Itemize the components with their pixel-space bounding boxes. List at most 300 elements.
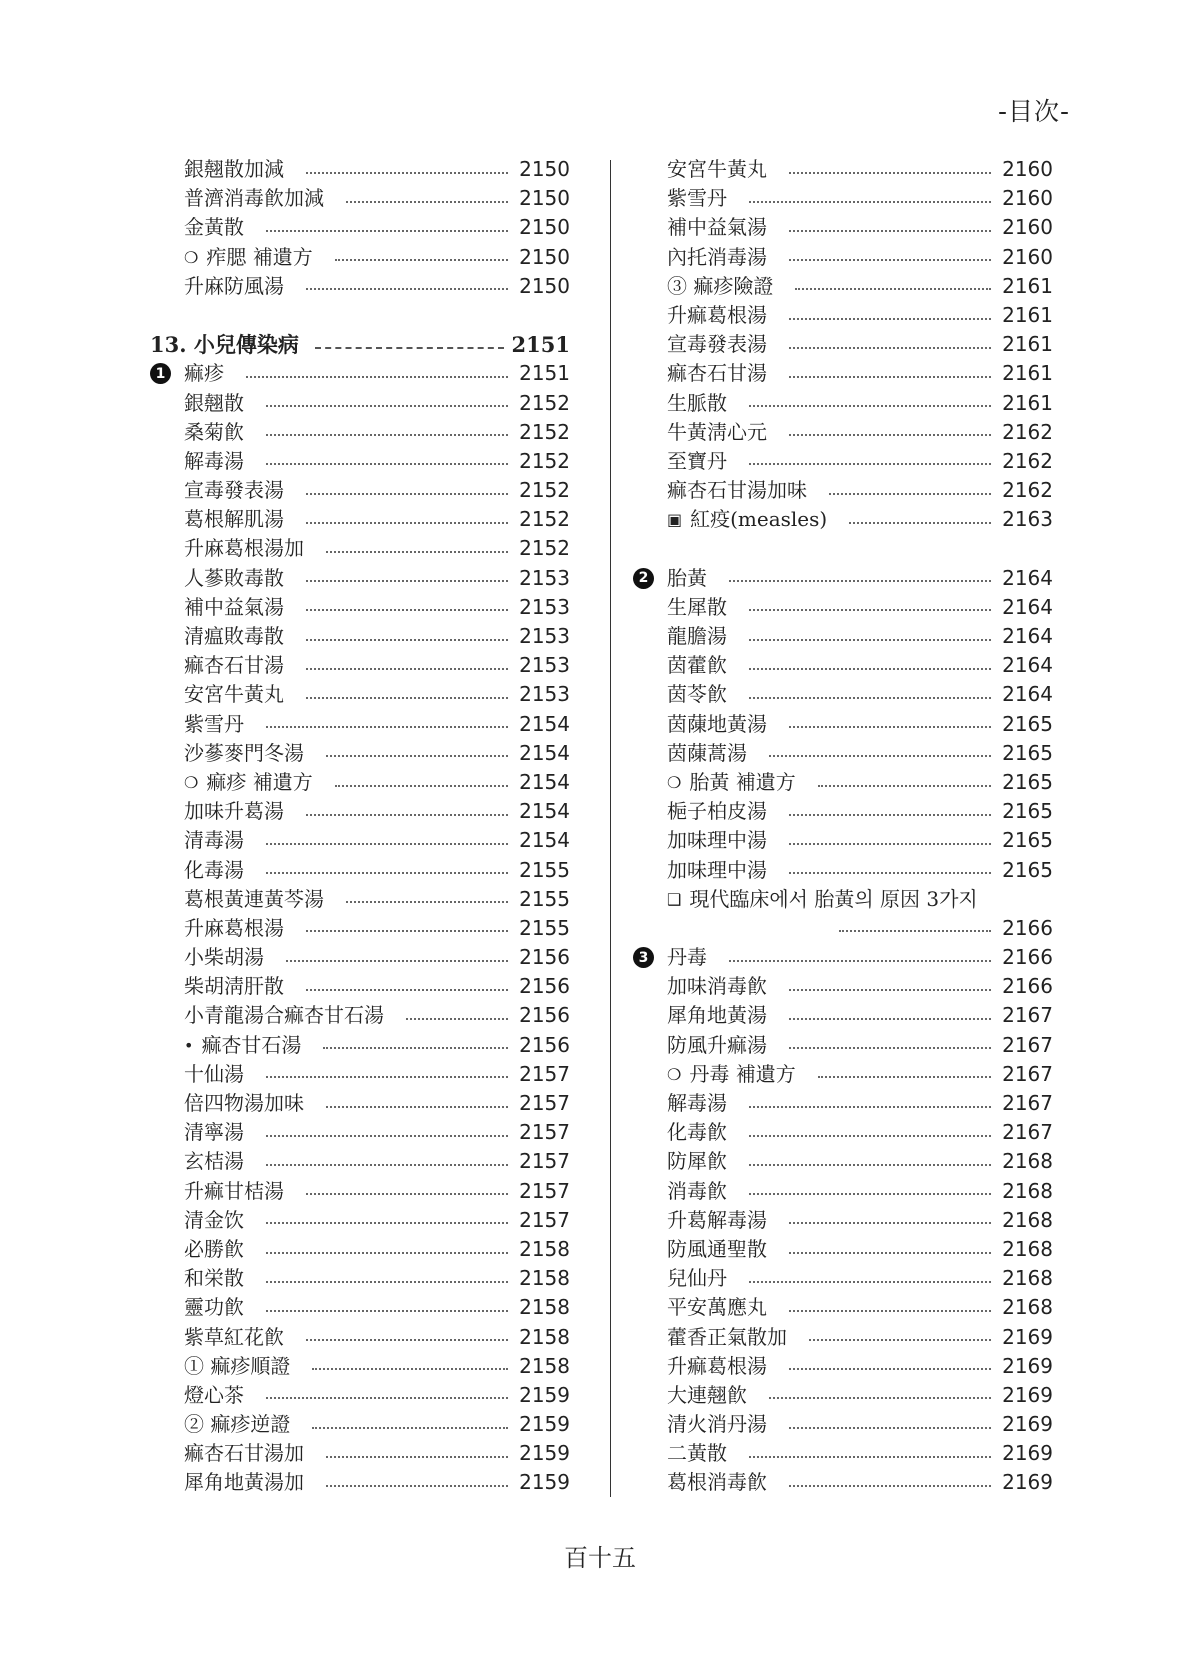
entry-page-number: 2158 <box>519 1266 570 1291</box>
dot-leader <box>829 493 991 495</box>
dot-leader <box>306 639 508 641</box>
entry-title: 紫草紅花飮 <box>184 1324 284 1349</box>
dot-leader <box>335 259 508 261</box>
dot-leader <box>315 347 504 349</box>
entry-page-number: 2168 <box>1002 1236 1053 1261</box>
entry-title: 沙蔘麥門冬湯 <box>184 740 304 765</box>
toc-entry[interactable] <box>633 418 1053 447</box>
toc-entry[interactable] <box>633 797 1053 826</box>
entry-title: 茵蔯蒿湯 <box>667 740 747 765</box>
entry-title: 加味理中湯 <box>667 857 767 882</box>
dot-leader <box>346 901 508 903</box>
entry-page-number: 2152 <box>519 478 570 503</box>
toc-entry[interactable] <box>150 593 570 622</box>
entry-title: 加味理中湯 <box>667 828 767 853</box>
entry-page-number: 2159 <box>519 1382 570 1407</box>
entry-title: 清毒湯 <box>184 828 244 853</box>
entry-page-number: 2160 <box>1002 186 1053 211</box>
entry-page-number: 2162 <box>1002 448 1053 473</box>
entry-page-number: 2160 <box>1002 157 1053 181</box>
toc-entry[interactable] <box>633 184 1053 213</box>
dot-leader <box>266 872 508 874</box>
column-divider <box>610 160 611 1497</box>
entry-page-number: 2165 <box>1002 857 1053 882</box>
entry-page-number: 2163 <box>1002 507 1053 532</box>
dot-leader <box>818 785 991 787</box>
toc-entry[interactable] <box>150 359 570 388</box>
dot-leader <box>789 843 991 845</box>
entry-title: 化毒飮 <box>667 1120 727 1145</box>
toc-entry[interactable] <box>633 885 1053 914</box>
entry-page-number: 2162 <box>1002 419 1053 444</box>
toc-entry[interactable] <box>150 1001 570 1030</box>
toc-entry[interactable] <box>150 768 570 797</box>
entry-page-number: 2166 <box>1002 945 1053 970</box>
section-number-bullet-icon: 3 <box>633 947 654 968</box>
dot-leader <box>749 201 991 203</box>
entry-title: 痲疹 補遺方 <box>206 769 313 794</box>
dot-leader <box>266 230 508 232</box>
toc-entry[interactable] <box>150 476 570 505</box>
dot-leader <box>306 1339 508 1341</box>
toc-entry[interactable] <box>150 505 570 534</box>
entry-title: 痲疹 <box>184 361 224 386</box>
entry-page-number: 2161 <box>1002 332 1053 357</box>
dot-leader <box>306 668 508 670</box>
entry-page-number: 2165 <box>1002 828 1053 853</box>
entry-title: 犀角地黃湯 <box>667 1003 767 1028</box>
toc-entry[interactable] <box>633 768 1053 797</box>
entry-title: 生脈散 <box>667 390 727 415</box>
entry-title: ② 痲疹逆證 <box>184 1412 291 1437</box>
toc-entry[interactable] <box>633 1468 1053 1497</box>
entry-page-number: 2167 <box>1002 1120 1053 1145</box>
entry-title: 痲杏甘石湯 <box>201 1032 302 1057</box>
section-number-bullet-icon: 1 <box>150 363 171 384</box>
toc-entry[interactable] <box>633 301 1053 330</box>
dot-leader <box>789 1427 991 1429</box>
toc-entry[interactable] <box>633 272 1053 301</box>
entry-page-number: 2159 <box>519 1412 570 1437</box>
dot-leader <box>789 1222 991 1224</box>
entry-title: 小青龍湯合痲杏甘石湯 <box>184 1003 384 1028</box>
dot-leader <box>789 259 991 261</box>
entry-title: 牛黃淸心元 <box>667 419 767 444</box>
toc-entry[interactable] <box>633 856 1053 885</box>
entry-title: 補中益氣湯 <box>184 594 284 619</box>
entry-page-number: 2150 <box>519 273 570 298</box>
entry-title: 宣毒發表湯 <box>667 332 767 357</box>
toc-entry[interactable] <box>150 1323 570 1352</box>
toc-entry[interactable] <box>150 1118 570 1147</box>
entry-page-number: 2157 <box>519 1178 570 1203</box>
entry-title: 茵藿飮 <box>667 653 727 678</box>
entry-title: 痲杏石甘湯加味 <box>667 478 807 503</box>
entry-page-number: 2169 <box>1002 1324 1053 1349</box>
dot-leader <box>789 434 991 436</box>
dot-leader <box>326 1485 508 1487</box>
dot-leader <box>789 1368 991 1370</box>
dot-leader <box>335 785 508 787</box>
dot-leader <box>286 960 508 962</box>
entry-title: 和栄散 <box>184 1266 244 1291</box>
dot-leader <box>749 1164 991 1166</box>
entry-lead <box>633 947 667 968</box>
entry-title: 清瘟敗毒散 <box>184 624 284 648</box>
entry-title: 升麻葛根湯加 <box>184 536 304 561</box>
dot-leader <box>749 609 991 611</box>
dot-leader <box>795 288 991 290</box>
toc-entry[interactable] <box>150 622 570 651</box>
dot-leader <box>406 1018 508 1020</box>
dot-leader <box>789 172 991 174</box>
entry-page-number: 2153 <box>519 594 570 619</box>
toc-entry[interactable] <box>150 1060 570 1089</box>
toc-entry[interactable] <box>150 564 570 593</box>
entry-page-number: 2165 <box>1002 740 1053 765</box>
toc-entry[interactable] <box>150 1206 570 1235</box>
toc-entry[interactable] <box>633 1381 1053 1410</box>
toc-entry[interactable] <box>150 243 570 272</box>
entry-title: 升痲甘桔湯 <box>184 1178 284 1203</box>
dot-leader <box>266 1135 508 1137</box>
entry-title: 兒仙丹 <box>667 1266 727 1291</box>
dot-leader <box>789 726 991 728</box>
toc-entry[interactable] <box>633 447 1053 476</box>
entry-page-number: 2150 <box>519 186 570 211</box>
entry-page-number: 2154 <box>519 799 570 824</box>
dot-leader <box>306 930 508 932</box>
toc-entry[interactable] <box>633 155 1053 184</box>
toc-entry[interactable] <box>633 1031 1053 1060</box>
entry-page-number: 2169 <box>1002 1441 1053 1466</box>
toc-entry[interactable] <box>150 826 570 855</box>
entry-marker-icon: ❑ <box>667 889 682 909</box>
dot-leader <box>326 551 508 553</box>
toc-entry[interactable] <box>150 885 570 914</box>
entry-page-number: 2168 <box>1002 1178 1053 1203</box>
entry-page-number: 2161 <box>1002 273 1053 298</box>
dot-leader <box>306 814 508 816</box>
toc-entry[interactable] <box>150 1439 570 1468</box>
entry-page-number: 2156 <box>519 1003 570 1028</box>
toc-entry[interactable] <box>633 1089 1053 1118</box>
toc-entry[interactable] <box>633 826 1053 855</box>
entry-page-number: 2152 <box>519 419 570 444</box>
toc-entry[interactable] <box>150 1177 570 1206</box>
dot-leader <box>306 989 508 991</box>
entry-title: 普濟消毒飮加減 <box>184 186 324 211</box>
toc-entry[interactable] <box>150 1410 570 1439</box>
entry-page-number: 2150 <box>519 244 570 269</box>
toc-entry[interactable] <box>150 1235 570 1264</box>
toc-entry[interactable] <box>633 359 1053 388</box>
dot-leader <box>246 376 508 378</box>
toc-left-column <box>150 155 570 1498</box>
entry-page-number: 2167 <box>1002 1091 1053 1115</box>
dot-leader <box>306 288 508 290</box>
dot-leader <box>266 726 508 728</box>
entry-page-number: 2150 <box>519 215 570 240</box>
toc-entry[interactable] <box>633 1177 1053 1206</box>
dot-leader <box>306 1193 508 1195</box>
toc-entry[interactable] <box>150 651 570 680</box>
dot-leader <box>749 463 991 465</box>
toc-entry[interactable] <box>633 564 1053 593</box>
entry-page-number: 2155 <box>519 886 570 911</box>
toc-entry[interactable] <box>150 184 570 213</box>
entry-title: 安宮牛黃丸 <box>667 157 767 181</box>
toc-entry[interactable] <box>150 1264 570 1293</box>
entry-page-number: 2168 <box>1002 1295 1053 1320</box>
toc-entry[interactable] <box>150 943 570 972</box>
toc-entry[interactable] <box>633 476 1053 505</box>
entry-title: 胎黃 補遺方 <box>689 769 796 794</box>
entry-page-number: 2157 <box>519 1149 570 1174</box>
entry-page-number: 2153 <box>519 682 570 707</box>
entry-title: 痲杏石甘湯 <box>667 361 767 386</box>
chapter-heading[interactable] <box>150 330 570 359</box>
entry-page-number: 2152 <box>519 390 570 415</box>
dot-leader <box>266 1076 508 1078</box>
dot-leader <box>789 814 991 816</box>
entry-title: 小柴胡湯 <box>184 945 264 970</box>
toc-entry[interactable] <box>633 651 1053 680</box>
dot-leader <box>789 989 991 991</box>
toc-entry[interactable] <box>633 1001 1053 1030</box>
entry-page-number: 2159 <box>519 1470 570 1495</box>
toc-entry[interactable] <box>150 797 570 826</box>
entry-title: 柴胡淸肝散 <box>184 974 284 999</box>
entry-title: 梔子柏皮湯 <box>667 799 767 824</box>
toc-entry[interactable] <box>633 1147 1053 1176</box>
entry-marker-icon: • <box>184 1035 194 1055</box>
dot-leader <box>306 522 508 524</box>
dot-leader <box>266 463 508 465</box>
toc-entry[interactable] <box>633 1118 1053 1147</box>
toc-entry[interactable] <box>150 739 570 768</box>
toc-entry[interactable] <box>150 972 570 1001</box>
toc-entry[interactable] <box>150 213 570 242</box>
entry-page-number: 2165 <box>1002 711 1053 736</box>
entry-title: 升痲葛根湯 <box>667 1353 767 1378</box>
entry-page-number: 2160 <box>1002 215 1053 240</box>
entry-page-number: 2157 <box>519 1091 570 1115</box>
toc-entry[interactable] <box>150 418 570 447</box>
entry-title: 人蔘敗毒散 <box>184 565 284 590</box>
entry-title: 生犀散 <box>667 594 727 619</box>
toc-entry[interactable] <box>633 243 1053 272</box>
entry-page-number: 2158 <box>519 1236 570 1261</box>
dot-leader <box>789 1047 991 1049</box>
entry-page-number: 2164 <box>1002 594 1053 619</box>
dot-leader <box>789 376 991 378</box>
page-number: 百十五 <box>564 1544 636 1572</box>
entry-page-number: 2156 <box>519 974 570 999</box>
entry-title: 內托消毒湯 <box>667 244 767 269</box>
entry-page-number: 2156 <box>519 1032 570 1057</box>
toc-entry[interactable] <box>633 213 1053 242</box>
dot-leader <box>769 1397 991 1399</box>
toc-entry[interactable] <box>633 330 1053 359</box>
entry-page-number: 2167 <box>1002 1003 1053 1028</box>
entry-page-number: 2161 <box>1002 302 1053 327</box>
entry-marker-icon: ❍ <box>667 772 682 792</box>
entry-title: 平安萬應丸 <box>667 1295 767 1320</box>
toc-entry[interactable] <box>633 739 1053 768</box>
toc-entry[interactable] <box>150 534 570 563</box>
toc-entry[interactable] <box>633 622 1053 651</box>
toc-entry[interactable] <box>633 1060 1053 1089</box>
entry-page-number: 2154 <box>519 769 570 794</box>
toc-entry[interactable] <box>633 943 1053 972</box>
toc-entry[interactable] <box>633 1264 1053 1293</box>
dot-leader <box>312 1427 508 1429</box>
toc-entry[interactable] <box>633 1206 1053 1235</box>
entry-title: 玄桔湯 <box>184 1149 244 1174</box>
toc-entry[interactable] <box>150 1031 570 1060</box>
toc-entry[interactable] <box>633 593 1053 622</box>
entry-page-number: 2157 <box>519 1207 570 1232</box>
entry-title: 茵苓飮 <box>667 682 727 707</box>
dot-leader <box>729 960 991 962</box>
entry-page-number: 2169 <box>1002 1353 1053 1378</box>
entry-title: 靈功飮 <box>184 1295 244 1320</box>
toc-entry[interactable] <box>150 710 570 739</box>
entry-title: 加味升葛湯 <box>184 799 284 824</box>
toc-entry[interactable] <box>150 1352 570 1381</box>
entry-title: 犀角地黃湯加 <box>184 1470 304 1495</box>
toc-entry[interactable] <box>150 680 570 709</box>
toc-entry[interactable] <box>150 1089 570 1118</box>
dot-leader <box>789 230 991 232</box>
toc-entry[interactable] <box>150 155 570 184</box>
toc-entry[interactable] <box>633 1323 1053 1352</box>
dot-leader <box>849 522 991 524</box>
entry-title: 防風通聖散 <box>667 1236 767 1261</box>
entry-page-number: 2155 <box>519 857 570 882</box>
entry-page-number: 2150 <box>519 157 570 181</box>
toc-entry[interactable] <box>633 389 1053 418</box>
entry-page-number: 2153 <box>519 565 570 590</box>
dot-leader <box>266 1252 508 1254</box>
entry-title: 大連翹飮 <box>667 1382 747 1407</box>
entry-lead <box>150 363 184 384</box>
entry-marker-icon: ❍ <box>184 772 199 792</box>
toc-entry[interactable] <box>633 710 1053 739</box>
dot-leader <box>789 1485 991 1487</box>
toc-entry[interactable] <box>633 505 1053 534</box>
entry-title: 葛根消毒飮 <box>667 1470 767 1495</box>
entry-title: 至寶丹 <box>667 448 727 473</box>
page-header: -目次- <box>997 97 1070 126</box>
entry-title: 十仙湯 <box>184 1061 244 1086</box>
entry-title: ① 痲疹順證 <box>184 1353 291 1378</box>
entry-title: 清火消丹湯 <box>667 1412 767 1437</box>
dot-leader <box>323 1047 508 1049</box>
entry-marker-icon: ❍ <box>667 1064 682 1084</box>
entry-page-number: 2153 <box>519 624 570 648</box>
entry-title: ③ 痲疹險證 <box>667 273 774 298</box>
entry-page-number: 2167 <box>1002 1061 1053 1086</box>
toc-entry[interactable] <box>150 1381 570 1410</box>
entry-title: 升葛解毒湯 <box>667 1207 767 1232</box>
entry-title: 紫雪丹 <box>667 186 727 211</box>
toc-entry[interactable] <box>633 680 1053 709</box>
entry-title: 補中益氣湯 <box>667 215 767 240</box>
dot-leader <box>306 172 508 174</box>
entry-title: 葛根黃連黃芩湯 <box>184 886 324 911</box>
entry-title: 防犀飮 <box>667 1149 727 1174</box>
entry-title: 消毒飮 <box>667 1178 727 1203</box>
toc-entry[interactable] <box>633 1293 1053 1322</box>
entry-title: 防風升痲湯 <box>667 1032 767 1057</box>
toc-entry[interactable] <box>633 1439 1053 1468</box>
entry-page-number: 2169 <box>1002 1382 1053 1407</box>
entry-marker-icon: ▣ <box>667 510 683 530</box>
dot-leader <box>749 1193 991 1195</box>
dot-leader <box>749 1281 991 1283</box>
entry-title: 燈心茶 <box>184 1382 244 1407</box>
entry-title: 化毒湯 <box>184 857 244 882</box>
entry-page-number: 2168 <box>1002 1149 1053 1174</box>
dot-leader <box>266 405 508 407</box>
dot-leader <box>266 1222 508 1224</box>
entry-title: 清寧湯 <box>184 1120 244 1145</box>
dot-leader <box>809 1339 991 1341</box>
toc-entry[interactable] <box>150 389 570 418</box>
entry-page-number: 2153 <box>519 653 570 678</box>
entry-title: 倍四物湯加味 <box>184 1091 304 1115</box>
entry-page-number: 2155 <box>519 915 570 940</box>
toc-entry[interactable] <box>633 1410 1053 1439</box>
entry-page-number: 2162 <box>1002 478 1053 503</box>
entry-page-number: 2168 <box>1002 1266 1053 1291</box>
entry-page-number: 2166 <box>1002 974 1053 999</box>
toc-entry[interactable] <box>150 1468 570 1497</box>
toc-entry[interactable] <box>633 1235 1053 1264</box>
toc-entry[interactable] <box>150 1293 570 1322</box>
toc-entry[interactable] <box>633 972 1053 1001</box>
entry-page-number: 2161 <box>1002 390 1053 415</box>
entry-page-number: 2157 <box>519 1061 570 1086</box>
toc-entry[interactable] <box>150 856 570 885</box>
dot-leader <box>749 1135 991 1137</box>
entry-title: 龍膽湯 <box>667 624 727 648</box>
toc-entry[interactable] <box>150 914 570 943</box>
entry-lead <box>633 568 667 589</box>
dot-leader <box>789 1252 991 1254</box>
entry-title: 銀翹散加減 <box>184 157 284 181</box>
dot-leader <box>306 609 508 611</box>
entry-title: 金黃散 <box>184 215 244 240</box>
entry-page-number: 2157 <box>519 1120 570 1145</box>
toc-entry[interactable] <box>633 1352 1053 1381</box>
toc-entry[interactable] <box>633 914 1053 943</box>
dot-leader <box>266 843 508 845</box>
toc-entry[interactable] <box>150 272 570 301</box>
dot-leader <box>749 1456 991 1458</box>
toc-entry[interactable] <box>150 447 570 476</box>
dot-leader <box>312 1368 508 1370</box>
spacer <box>150 301 570 330</box>
entry-page-number: 2161 <box>1002 361 1053 386</box>
entry-title: 必勝飮 <box>184 1236 244 1261</box>
entry-page-number: 2158 <box>519 1324 570 1349</box>
toc-entry[interactable] <box>150 1147 570 1176</box>
dot-leader <box>749 639 991 641</box>
section-number-bullet-icon: 2 <box>633 568 654 589</box>
